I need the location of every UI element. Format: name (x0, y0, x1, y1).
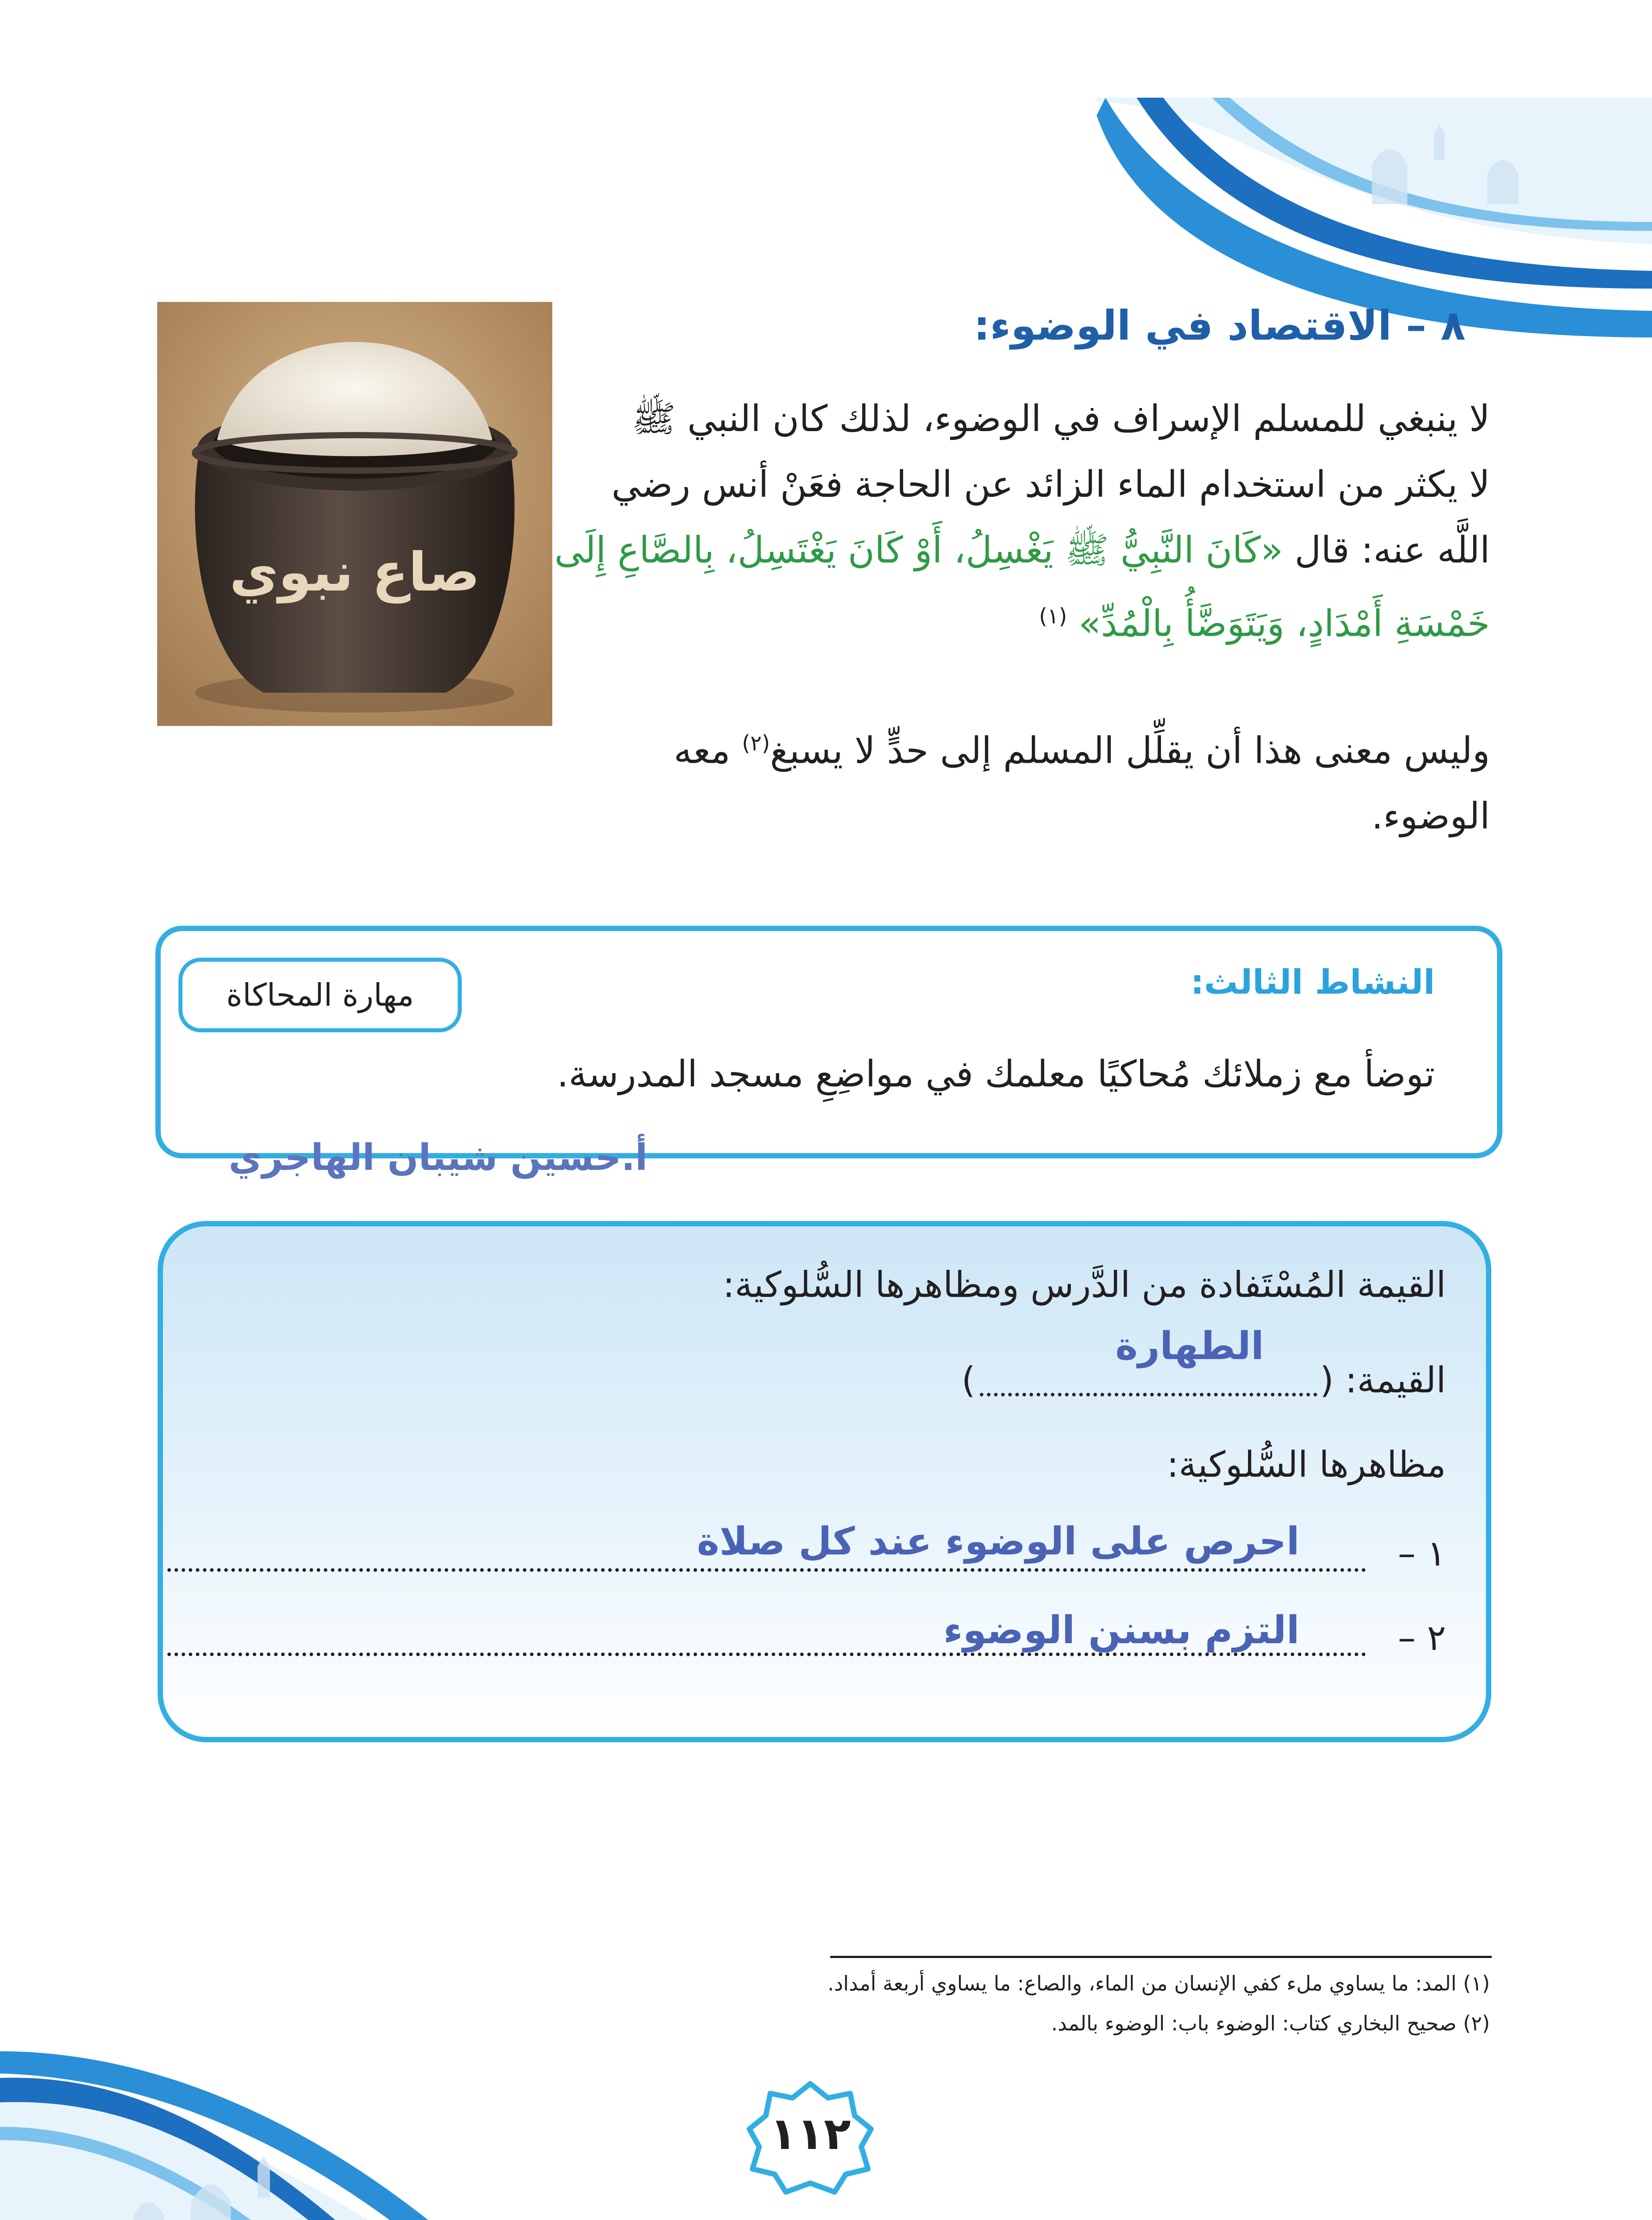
footnote-divider (830, 1956, 1492, 1958)
paragraph-2 (402, 710, 1490, 849)
page-number-badge (746, 2080, 875, 2196)
activity-title: النشاط الثالث: (1190, 962, 1435, 1002)
paragraph-2-text-a: وليس معنى هذا أن يقلِّل المسلم إلى حدٍّ لا يسبغ (770, 729, 1490, 772)
item-2-dotted-line (167, 1653, 1366, 1656)
top-wave-decoration (1097, 98, 1652, 337)
paragraph-1-line-3-prefix: اللَّه عنه: قال (1294, 529, 1490, 571)
skill-badge: مهارة المحاكاة (178, 958, 462, 1032)
paragraph-2-line-1 (402, 710, 1490, 784)
item-1-answer: احرص على الوضوء عند كل صلاة (697, 1519, 1299, 1564)
item-1-number: ١ – (1398, 1533, 1446, 1574)
value-answer: الطهارة (1115, 1324, 1264, 1368)
footnote-1: (١) المد: ما يساوي ملء كفي الإنسان من الماء، والصاع: ما يساوي أربعة أمداد. (828, 1971, 1490, 1995)
behaviors-label: مظاهرها السُّلوكية: (1166, 1444, 1446, 1485)
paragraph-1-line-1: لا ينبغي للمسلم الإسراف في الوضوء، لذلك كان النبي ﷺ (632, 398, 1490, 440)
paragraph-2-text-b: معه (673, 729, 730, 772)
hadith-line-1: «كَانَ النَّبِيُّ ﷺ يَغْسِلُ، أَوْ كَانَ يَغْتَسِلُ، بِالصَّاعِ إِلَى (554, 529, 1283, 571)
paragraph-1-line-3 (402, 518, 1490, 583)
activity-box (155, 926, 1502, 1158)
paragraph-1-line-2: لا يكثر من استخدام الماء الزائد عن الحاجة فعَنْ أنس رضي (611, 464, 1490, 506)
value-dotted-line (980, 1393, 1317, 1396)
footnote-ref-1: (١) (1039, 604, 1067, 629)
value-box (158, 1221, 1491, 1742)
section-title: ٨ – الاقتصاد في الوضوء: (973, 302, 1466, 349)
value-label: القيمة: ( (1320, 1360, 1446, 1401)
pot-label: صاع نبوي (229, 542, 480, 603)
bottom-wave-decoration (0, 2025, 559, 2220)
rice-pot-illustration (157, 302, 552, 726)
activity-text: توضأ مع زملائك مُحاكيًا معلمك في مواضِعِ مسجد المدرسة. (557, 1053, 1435, 1095)
paragraph-1 (402, 386, 1490, 657)
paragraph-2-line-2: الوضوء. (1371, 795, 1490, 838)
hadith-line-2: خَمْسَةِ أَمْدَادٍ، وَيَتَوَضَّأُ بِالْمُدِّ» (1078, 603, 1490, 645)
page-number: ١١٢ (769, 2108, 851, 2160)
value-close-paren: ) (961, 1360, 975, 1401)
footnote-2: (٢) صحيح البخاري كتاب: الوضوء باب: الوضوء بالمد. (1051, 2011, 1490, 2035)
item-2-number: ٢ – (1398, 1617, 1446, 1658)
item-1-dotted-line (167, 1568, 1366, 1572)
footnote-ref-2: (٢) (742, 731, 770, 756)
author-signature: أ.حسين شيبان الهاجري (229, 1137, 648, 1179)
rice-pot-image (157, 302, 552, 726)
item-2-answer: التزم بسنن الوضوء (943, 1608, 1299, 1653)
value-heading: القيمة المُسْتَفادة من الدَّرس ومظاهرها السُّلوكية: (722, 1264, 1446, 1305)
paragraph-1-line-4 (402, 583, 1490, 657)
